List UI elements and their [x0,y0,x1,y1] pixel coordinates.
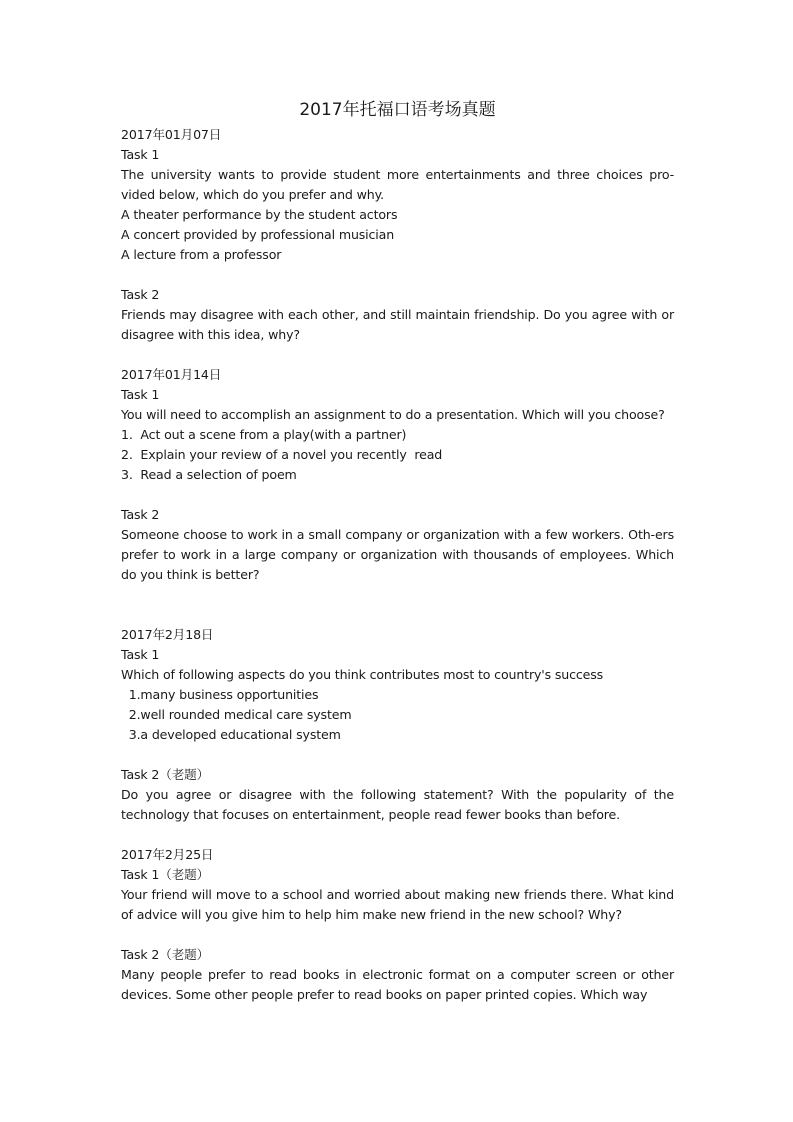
task-option: 3. Read a selection of poem [121,467,297,482]
section-2017-01-14 [121,365,674,585]
task-prompt: You will need to accomplish an assignment to do a presentation. Which will you choose? [121,407,665,422]
task-option: A lecture from a professor [121,247,282,262]
task-option: 1.many business opportunities [121,687,319,702]
section-date: 2017年01月07日 [121,127,222,142]
section-date: 2017年2月18日 [121,627,214,642]
task-label: Task 2（老题） [121,767,210,782]
task-prompt: Friends may disagree with each other, and still maintain friendship. Do you agree with or disagree with this idea, why? [121,307,674,342]
task-label: Task 1 [121,147,160,162]
task-prompt: Do you agree or disagree with the following statement? With the popularity of the technology that focuses on entertainment, people read fewer books than before. [121,787,674,822]
task-label: Task 2 [121,287,160,302]
task-prompt: Many people prefer to read books in electronic format on a computer screen or other devices. Some other people prefer to read books on paper printed copies. Which way [121,967,674,1002]
task-label: Task 1（老题） [121,867,210,882]
task-label: Task 2（老题） [121,947,210,962]
task-label: Task 1 [121,647,160,662]
task-option: 2.well rounded medical care system [121,707,352,722]
task-prompt: The university wants to provide student more entertainments and three choices pro-vided below, which do you prefer and why. [121,167,674,202]
task-label: Task 1 [121,387,160,402]
section-date: 2017年2月25日 [121,847,214,862]
task-prompt: Your friend will move to a school and worried about making new friends there. What kind of advice will you give him to help him make new friend in the new school? Why? [121,887,674,922]
document-page [121,97,674,1005]
task-label: Task 2 [121,507,160,522]
section-2017-01-07 [121,125,674,345]
section-date: 2017年01月14日 [121,367,222,382]
task-option: 1. Act out a scene from a play(with a partner) [121,427,407,442]
task-option: A concert provided by professional musician [121,227,395,242]
task-prompt: Someone choose to work in a small company or organization with a few workers. Oth-ers prefer to work in a large company or organization with thousands of employees. Which do you think is better? [121,527,674,582]
task-prompt: Which of following aspects do you think contributes most to country's success [121,667,604,682]
document-title: 2017年托福口语考场真题 [299,100,496,120]
task-option: 2. Explain your review of a novel you recently read [121,447,443,462]
section-2017-02-18 [121,625,674,825]
task-option: 3.a developed educational system [121,727,341,742]
section-2017-02-25 [121,845,674,1005]
task-option: A theater performance by the student actors [121,207,398,222]
